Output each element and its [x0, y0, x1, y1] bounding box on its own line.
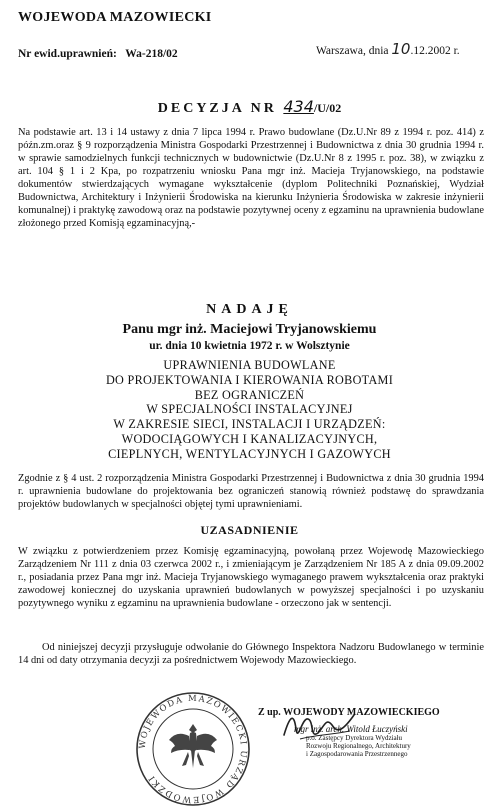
signatory-role: p.o. Zastępcy Dyrektora Wydziału: [306, 734, 403, 742]
qualification-line: WODOCIĄGOWYCH I KANALIZACYJNYCH,: [121, 431, 378, 446]
grantee-birth: ur. dnia 10 kwietnia 1972 r. w Wolsztynie: [149, 340, 350, 352]
signatory-role: i Zagospodarowania Przestrzennego: [306, 750, 408, 758]
official-seal-stamp: [134, 690, 252, 808]
registration-number: [18, 48, 178, 60]
appeal-paragraph: Od niniejszej decyzji przysługuje odwołanie do Głównego Inspektora Nadzoru Budowlanego w terminie 14 dni od daty otrzymania decyzji za pośrednictwem Wojewody Mazowieckiego.: [18, 642, 484, 666]
date-rest: .12.2002 r.: [410, 45, 460, 57]
decision-number-handwritten: 434: [283, 97, 314, 116]
grantee-name: Panu mgr inż. Maciejowi Tryjanowskiemu: [122, 322, 377, 337]
justification-heading: UZASADNIENIE: [200, 523, 299, 537]
qualification-scope: [0, 358, 499, 462]
registration-value: Wa-218/02: [125, 48, 178, 60]
qualification-line: DO PROJEKTOWANIA I KIEROWANIA ROBOTAMI: [105, 372, 394, 387]
signature-block: [258, 708, 458, 758]
signature-authority: Z up. WOJEWODY MAZOWIECKIEGO: [258, 707, 440, 718]
seal-text: WOJEWODA MAZOWIECKI URZĄD WOJEWÓDZKI: [137, 693, 249, 805]
legal-basis-paragraph: Na podstawie art. 13 i 14 ustawy z dnia 7 lipca 1994 r. Prawo budowlane (Dz.U.Nr 89 z 1994 r. poz. 414) z późn.zm.oraz § 9 rozporządzenia Ministra Gospodarki Przestrzennej i Budownictwa z dnia 30 grudnia 1994 r. w sprawie samodzielnych funkcji technicznych w budownictwie (Dz.U.Nr 8 z 1995 r. poz. 38), w związku z art. 104 § 1 i 2 Kpa, po rozpatrzeniu wniosku Pana mgr inż. Macieja Tryjanowskiego, na podstawie dokumentów stwierdzających wymagane wykształcenie (dyplom Politechniki Poznańskiej, Wydział Budownictwa, Architektury i Inżynierii Środowiska na kierunku Inżynieria Środowiska w zakresie inżynierii komunalnej) i praktykę zawodową oraz na podstawie pozytywnej oceny z egzaminu na uprawnienia budowlane złożonego przed Komisją egzaminacyjną,-: [18, 127, 484, 229]
grant-heading: NADAJĘ: [206, 302, 293, 317]
justification-paragraph: W związku z potwierdzeniem przez Komisję egzaminacyjną, powołaną przez Wojewodę Mazowieckiego Zarządzeniem Nr 111 z dnia 03 czerwca 2002 r., i zmieniającym je Zarządzeniem Nr 185 A z dnia 09.09.2002 r., posiadania przez Pana mgr inż. Macieja Tryjanowskiego wymaganego prawem wykształcenia oraz praktyki zawodowej koniecznej do uzyskania uprawnień budowlanych w powyższej specjalności i po uzyskaniu pozytywnego wyniku z egzaminu na uprawnienia budowlane - orzeczono jak w sentencji.: [18, 546, 484, 609]
qualification-line: W ZAKRESIE SIECI, INSTALACJI I URZĄDZEŃ:: [113, 417, 386, 432]
registration-label: Nr ewid.uprawnień:: [18, 48, 117, 60]
qualification-line: W SPECJALNOŚCI INSTALACYJNEJ: [146, 402, 353, 417]
qualification-line: BEZ OGRANICZEŃ: [194, 387, 305, 402]
date-prefix: Warszawa, dnia: [316, 45, 389, 57]
signatory-role: Rozwoju Regionalnego, Architektury: [306, 742, 411, 750]
issuer-name: WOJEWODA MAZOWIECKI: [18, 10, 212, 25]
decision-title-text: DECYZJA NR: [157, 101, 277, 116]
qualification-line: UPRAWNIENIA BUDOWLANE: [163, 358, 336, 372]
qualification-line: CIEPLNYCH, WENTYLACYJNYCH I GAZOWYCH: [108, 446, 391, 461]
issue-date: [316, 40, 460, 58]
scope-paragraph: Zgodnie z § 4 ust. 2 rozporządzenia Ministra Gospodarki Przestrzennej i Budownictwa z dnia 30 grudnia 1994 r. uprawnienia budowlane do projektowania bez ograniczeń stanowią również podstawę do sprawdzania projektów budowlanych w specjalności objętej tymi uprawnieniami.: [18, 473, 484, 510]
decision-suffix: /U/02: [313, 101, 342, 115]
date-day-handwritten: 10: [391, 40, 411, 58]
decision-title: [0, 97, 499, 117]
eagle-emblem-icon: [169, 724, 217, 768]
signatory-name: mgr inż. arch. Witold Łuczyński: [294, 724, 408, 734]
